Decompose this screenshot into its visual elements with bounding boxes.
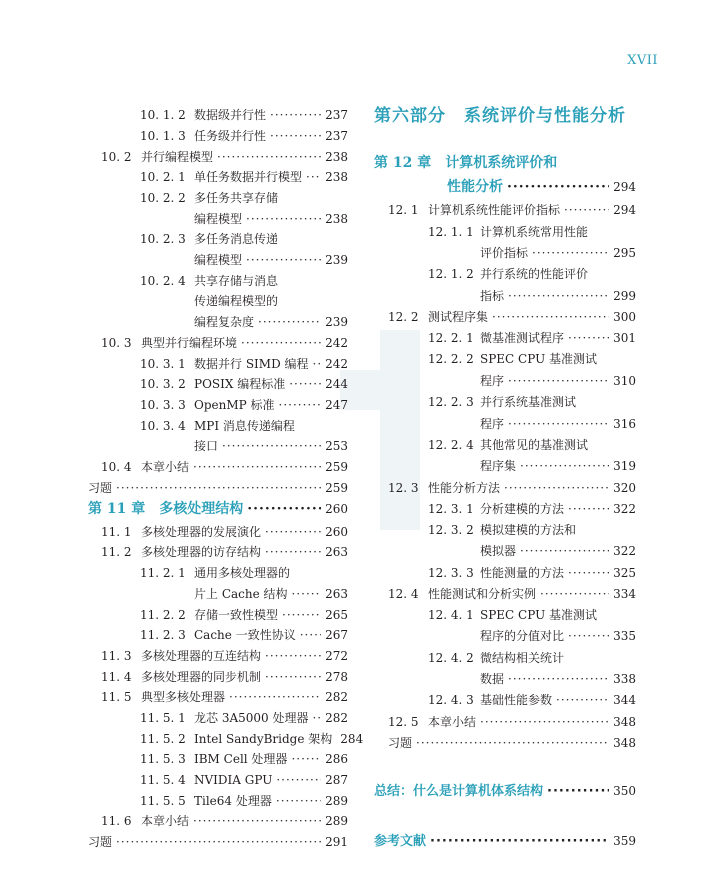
toc-entry[interactable]: 12. 1. 2 并行系统的性能评价: [428, 267, 589, 281]
toc-entry[interactable]: 12. 2. 3 并行系统基准测试: [428, 395, 577, 409]
toc-entry[interactable]: 12. 1 计算机系统性能评价指标 ····· 294: [388, 202, 636, 218]
toc-entry-cont[interactable]: 编程复杂度 ····· 239: [194, 314, 348, 330]
publisher-watermark: [340, 330, 500, 600]
toc-entry[interactable]: 12. 5 本章小结 ····· 348: [388, 714, 636, 730]
toc-entry[interactable]: 12. 2 测试程序集 ····· 300: [388, 309, 636, 325]
toc-entry[interactable]: 10. 3. 3 OpenMP 标准 ····· 247: [140, 397, 348, 413]
toc-entry[interactable]: 10. 3. 2 POSIX 编程标准 ····· 244: [140, 376, 348, 392]
toc-entry-cont[interactable]: 评价指标 ····· 295: [480, 245, 636, 261]
toc-entry-cont[interactable]: 程序集 ····· 319: [480, 458, 636, 474]
toc-entry-cont[interactable]: 程序 ····· 316: [480, 416, 636, 432]
toc-entry[interactable]: 12. 3 性能分析方法 ····· 320: [388, 480, 636, 496]
toc-entry-cont[interactable]: 模拟器 ····· 322: [480, 543, 636, 559]
toc-entry[interactable]: 10. 2. 3 多任务消息传递: [140, 232, 279, 246]
toc-entry[interactable]: 10. 2. 2 多任务共享存储: [140, 191, 279, 205]
toc-entry[interactable]: 12. 3. 3 性能测量的方法 ····· 325: [428, 565, 636, 581]
toc-entry[interactable]: 10. 2. 4 共享存储与消息: [140, 274, 279, 288]
chapter-heading[interactable]: 第 12 章 计算机系统评价和: [374, 155, 558, 171]
toc-entry-cont[interactable]: 编程模型 ····· 238: [194, 211, 348, 227]
chapter-heading-cont[interactable]: 性能分析 ····· 294: [447, 178, 636, 196]
toc-entry-cont[interactable]: 编程模型 ····· 239: [194, 252, 348, 268]
toc-entry[interactable]: 11. 5 典型多核处理器 ····· 282: [101, 689, 348, 705]
toc-entry[interactable]: 12. 4. 2 微结构相关统计: [428, 651, 565, 665]
toc-entry[interactable]: 10. 1. 3 任务级并行性 ····· 237: [140, 128, 348, 144]
toc-entry[interactable]: 11. 4 多核处理器的同步机制 ····· 278: [101, 669, 348, 685]
toc-entry[interactable]: 11. 5. 3 IBM Cell 处理器 ····· 286: [140, 751, 348, 767]
toc-entry[interactable]: 12. 3. 1 分析建模的方法 ····· 322: [428, 501, 636, 517]
toc-entry[interactable]: 11. 3 多核处理器的互连结构 ····· 272: [101, 648, 348, 664]
toc-entry[interactable]: 11. 2. 3 Cache 一致性协议 ····· 267: [140, 627, 348, 643]
part-title[interactable]: 第六部分 系统评价与性能分析: [374, 106, 626, 126]
references-heading[interactable]: 参考文献 ····· 359: [374, 833, 636, 850]
toc-entry-cont[interactable]: 片上 Cache 结构 ····· 263: [194, 586, 348, 602]
toc-entry[interactable]: 10. 2. 1 单任务数据并行模型 ····· 238: [140, 169, 348, 185]
toc-entry[interactable]: 10. 1. 2 数据级并行性 ····· 237: [140, 107, 348, 123]
toc-entry[interactable]: 11. 1 多核处理器的发展演化 ····· 260: [101, 524, 348, 540]
toc-entry[interactable]: 11. 5. 2 Intel SandyBridge 架构 284: [140, 732, 364, 746]
toc-entry-cont[interactable]: 指标 ····· 299: [480, 288, 636, 304]
page-number: XVII: [627, 53, 658, 68]
toc-entry[interactable]: 12. 2. 4 其他常见的基准测试: [428, 438, 589, 452]
toc-entry-cont[interactable]: 传递编程模型的: [194, 294, 279, 308]
toc-entry[interactable]: 10. 3. 4 MPI 消息传递编程: [140, 419, 295, 433]
toc-entry[interactable]: 11. 2 多核处理器的访存结构 ····· 263: [101, 544, 348, 560]
toc-entry[interactable]: 习题 ····· 259: [88, 480, 348, 496]
toc-entry[interactable]: 11. 5. 4 NVIDIA GPU ····· 287: [140, 772, 348, 788]
toc-entry[interactable]: 12. 2. 1 微基准测试程序 ····· 301: [428, 330, 636, 346]
toc-entry[interactable]: 11. 5. 5 Tile64 处理器 ····· 289: [140, 793, 348, 809]
chapter-heading[interactable]: 第 11 章 多核处理结构 ····· 260: [88, 500, 348, 518]
toc-entry[interactable]: 10. 2 并行编程模型 ····· 238: [101, 149, 348, 165]
toc-entry[interactable]: 12. 3. 2 模拟建模的方法和: [428, 523, 577, 537]
toc-entry-cont[interactable]: 数据 ····· 338: [480, 671, 636, 687]
summary-heading[interactable]: 总结：什么是计算机体系结构 ····· 350: [374, 783, 636, 800]
toc-entry[interactable]: 11. 5. 1 龙芯 3A5000 处理器 ····· 282: [140, 710, 348, 726]
toc-entry[interactable]: 12. 4. 1 SPEC CPU 基准测试: [428, 608, 598, 622]
toc-entry[interactable]: 习题 ····· 291: [88, 834, 348, 850]
toc-entry-cont[interactable]: 接口 ····· 253: [194, 438, 348, 454]
toc-entry[interactable]: 10. 3 典型并行编程环境 ····· 242: [101, 335, 348, 351]
toc-entry[interactable]: 11. 2. 2 存储一致性模型 ····· 265: [140, 607, 348, 623]
toc-entry[interactable]: 11. 2. 1 通用多核处理器的: [140, 566, 291, 580]
toc-entry[interactable]: 10. 4 本章小结 ····· 259: [101, 459, 348, 475]
toc-entry[interactable]: 12. 2. 2 SPEC CPU 基准测试: [428, 352, 598, 366]
toc-entry[interactable]: 习题 ····· 348: [388, 735, 636, 751]
toc-entry[interactable]: 10. 3. 1 数据并行 SIMD 编程 ····· 242: [140, 356, 348, 372]
toc-entry[interactable]: 12. 4 性能测试和分析实例 ····· 334: [388, 586, 636, 602]
toc-entry-cont[interactable]: 程序的分值对比 ····· 335: [480, 628, 636, 644]
toc-entry[interactable]: 12. 4. 3 基础性能参数 ····· 344: [428, 692, 636, 708]
toc-entry[interactable]: 12. 1. 1 计算机系统常用性能: [428, 225, 589, 239]
toc-entry[interactable]: 11. 6 本章小结 ····· 289: [101, 813, 348, 829]
toc-entry-cont[interactable]: 程序 ····· 310: [480, 373, 636, 389]
